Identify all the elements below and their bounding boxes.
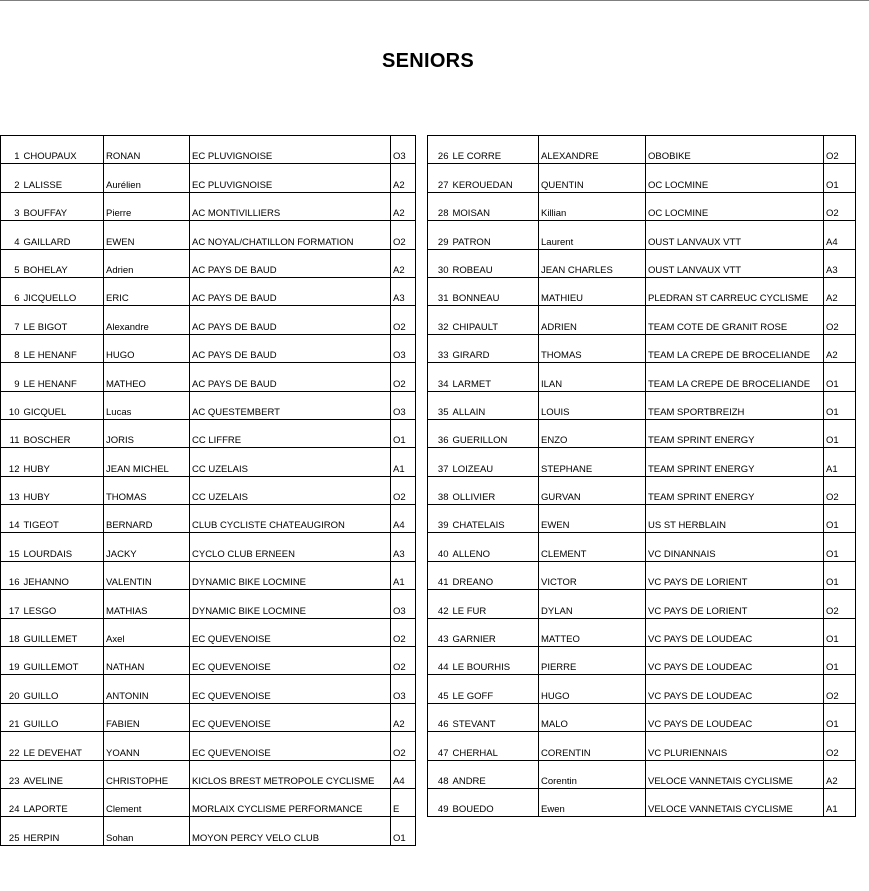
rider-first-name: JEAN CHARLES	[539, 249, 646, 277]
rider-number: 8	[1, 334, 22, 362]
rider-last-name: BONNEAU	[451, 277, 539, 305]
rider-last-name: AVELINE	[22, 760, 104, 788]
rider-category: O2	[824, 590, 856, 618]
page-title: SENIORS	[381, 50, 475, 72]
table-row	[1, 505, 416, 533]
rider-last-name: LALISSE	[22, 164, 104, 192]
rider-category: O1	[824, 391, 856, 419]
rider-category: O2	[824, 306, 856, 334]
rider-last-name: MOISAN	[451, 192, 539, 220]
table-row	[1, 618, 416, 646]
rider-category: A3	[824, 249, 856, 277]
rider-category: O3	[391, 136, 416, 164]
rider-first-name: THOMAS	[539, 334, 646, 362]
rider-category: O2	[391, 221, 416, 249]
rider-first-name: DYLAN	[539, 590, 646, 618]
rider-category: A3	[391, 277, 416, 305]
rider-number: 1	[1, 136, 22, 164]
rider-first-name: ANTONIN	[104, 675, 190, 703]
rider-club: PLEDRAN ST CARREUC CYCLISME	[646, 277, 824, 305]
rider-last-name: DREANO	[451, 561, 539, 589]
rider-last-name: LESGO	[22, 590, 104, 618]
rider-first-name: RONAN	[104, 136, 190, 164]
rider-club: AC PAYS DE BAUD	[190, 334, 391, 362]
rider-category: A2	[391, 192, 416, 220]
rider-club: KICLOS BREST METROPOLE CYCLISME	[190, 760, 391, 788]
rider-number: 38	[428, 476, 451, 504]
rider-club: VC PAYS DE LORIENT	[646, 561, 824, 589]
rider-category: O3	[391, 675, 416, 703]
rider-number: 17	[1, 590, 22, 618]
rider-first-name: EWEN	[104, 221, 190, 249]
table-row	[1, 732, 416, 760]
rider-number: 25	[1, 817, 22, 845]
rider-category: O2	[824, 192, 856, 220]
rider-number: 12	[1, 448, 22, 476]
rider-last-name: CHERHAL	[451, 732, 539, 760]
rider-number: 13	[1, 476, 22, 504]
rider-last-name: ALLENO	[451, 533, 539, 561]
rider-number: 16	[1, 561, 22, 589]
table-row	[428, 675, 856, 703]
rider-number: 47	[428, 732, 451, 760]
rider-club: TEAM COTE DE GRANIT ROSE	[646, 306, 824, 334]
rider-club: EC QUEVENOISE	[190, 675, 391, 703]
rider-category: O2	[391, 476, 416, 504]
rider-first-name: HUGO	[539, 675, 646, 703]
rider-category: E	[391, 788, 416, 816]
rider-category: A2	[824, 334, 856, 362]
rider-last-name: LE HENANF	[22, 334, 104, 362]
rider-number: 15	[1, 533, 22, 561]
rider-club: CLUB CYCLISTE CHATEAUGIRON	[190, 505, 391, 533]
rider-number: 44	[428, 647, 451, 675]
table-row	[428, 391, 856, 419]
rider-last-name: BOUEDO	[451, 788, 539, 816]
rider-category: O1	[824, 561, 856, 589]
rider-first-name: Sohan	[104, 817, 190, 845]
rider-club: OC LOCMINE	[646, 192, 824, 220]
rider-number: 29	[428, 221, 451, 249]
rider-category: O2	[391, 618, 416, 646]
rider-number: 4	[1, 221, 22, 249]
rider-category: A2	[824, 277, 856, 305]
rider-club: EC QUEVENOISE	[190, 647, 391, 675]
rider-last-name: LOIZEAU	[451, 448, 539, 476]
rider-number: 32	[428, 306, 451, 334]
rider-category: O1	[824, 164, 856, 192]
rider-last-name: BOHELAY	[22, 249, 104, 277]
rider-club: TEAM SPRINT ENERGY	[646, 448, 824, 476]
rider-club: TEAM LA CREPE DE BROCELIANDE	[646, 363, 824, 391]
rider-last-name: LE FUR	[451, 590, 539, 618]
rider-first-name: EWEN	[539, 505, 646, 533]
rider-last-name: LE HENANF	[22, 363, 104, 391]
roster-table-right	[427, 135, 856, 817]
rider-number: 48	[428, 760, 451, 788]
table-row	[428, 419, 856, 447]
rider-last-name: LAPORTE	[22, 788, 104, 816]
rider-last-name: ROBEAU	[451, 249, 539, 277]
rider-last-name: BOSCHER	[22, 419, 104, 447]
rider-club: EC PLUVIGNOISE	[190, 136, 391, 164]
table-row	[428, 533, 856, 561]
rider-first-name: VICTOR	[539, 561, 646, 589]
table-row	[1, 647, 416, 675]
rider-category: O2	[391, 363, 416, 391]
rider-category: A4	[391, 760, 416, 788]
rider-category: A3	[391, 533, 416, 561]
rider-number: 37	[428, 448, 451, 476]
rider-club: MORLAIX CYCLISME PERFORMANCE	[190, 788, 391, 816]
rider-last-name: GUILLEMOT	[22, 647, 104, 675]
rider-number: 30	[428, 249, 451, 277]
rider-club: TEAM LA CREPE DE BROCELIANDE	[646, 334, 824, 362]
table-row	[1, 221, 416, 249]
rider-last-name: HUBY	[22, 448, 104, 476]
rider-category: O3	[391, 391, 416, 419]
table-row	[1, 391, 416, 419]
rider-category: A1	[391, 448, 416, 476]
rider-category: O1	[824, 647, 856, 675]
rider-last-name: GIRARD	[451, 334, 539, 362]
rider-last-name: CHATELAIS	[451, 505, 539, 533]
rider-first-name: JORIS	[104, 419, 190, 447]
rider-category: O2	[824, 136, 856, 164]
rider-category: O1	[824, 533, 856, 561]
rider-number: 26	[428, 136, 451, 164]
rider-category: A2	[391, 249, 416, 277]
rider-last-name: HERPIN	[22, 817, 104, 845]
table-row	[428, 448, 856, 476]
rider-category: A2	[824, 760, 856, 788]
table-row	[428, 590, 856, 618]
table-row	[428, 363, 856, 391]
rider-first-name: THOMAS	[104, 476, 190, 504]
rider-first-name: NATHAN	[104, 647, 190, 675]
rider-first-name: JEAN MICHEL	[104, 448, 190, 476]
rider-club: OBOBIKE	[646, 136, 824, 164]
rider-last-name: LARMET	[451, 363, 539, 391]
rider-first-name: MALO	[539, 703, 646, 731]
rider-last-name: GUILLEMET	[22, 618, 104, 646]
rider-club: VC PAYS DE LOUDEAC	[646, 675, 824, 703]
rider-first-name: HUGO	[104, 334, 190, 362]
rider-first-name: BERNARD	[104, 505, 190, 533]
rider-club: AC PAYS DE BAUD	[190, 249, 391, 277]
rider-club: TEAM SPRINT ENERGY	[646, 476, 824, 504]
rider-category: A4	[391, 505, 416, 533]
rider-number: 23	[1, 760, 22, 788]
rider-club: AC MONTIVILLIERS	[190, 192, 391, 220]
table-row	[428, 164, 856, 192]
rider-number: 27	[428, 164, 451, 192]
rider-club: CC LIFFRE	[190, 419, 391, 447]
rider-first-name: YOANN	[104, 732, 190, 760]
rider-category: O1	[391, 419, 416, 447]
rider-last-name: GAILLARD	[22, 221, 104, 249]
rider-first-name: LOUIS	[539, 391, 646, 419]
rider-category: O3	[391, 334, 416, 362]
rider-club: CC UZELAIS	[190, 448, 391, 476]
rider-number: 46	[428, 703, 451, 731]
rider-first-name: Axel	[104, 618, 190, 646]
rider-number: 43	[428, 618, 451, 646]
rider-category: O2	[824, 476, 856, 504]
table-row	[1, 419, 416, 447]
table-row	[428, 647, 856, 675]
rider-first-name: JACKY	[104, 533, 190, 561]
rider-club: CYCLO CLUB ERNEEN	[190, 533, 391, 561]
rider-first-name: Ewen	[539, 788, 646, 816]
rider-club: VC PLURIENNAIS	[646, 732, 824, 760]
table-row	[1, 164, 416, 192]
rider-category: A2	[391, 703, 416, 731]
rider-number: 49	[428, 788, 451, 816]
rider-club: VELOCE VANNETAIS CYCLISME	[646, 788, 824, 816]
rider-club: OC LOCMINE	[646, 164, 824, 192]
rider-first-name: CLEMENT	[539, 533, 646, 561]
rider-club: DYNAMIC BIKE LOCMINE	[190, 590, 391, 618]
rider-last-name: LE DEVEHAT	[22, 732, 104, 760]
rider-club: EC QUEVENOISE	[190, 732, 391, 760]
rider-club: OUST LANVAUX VTT	[646, 249, 824, 277]
rider-club: VC PAYS DE LOUDEAC	[646, 618, 824, 646]
table-row	[1, 192, 416, 220]
rider-first-name: ALEXANDRE	[539, 136, 646, 164]
table-row	[428, 788, 856, 816]
rider-club: CC UZELAIS	[190, 476, 391, 504]
table-row	[1, 561, 416, 589]
table-row	[428, 136, 856, 164]
rider-number: 45	[428, 675, 451, 703]
rider-number: 33	[428, 334, 451, 362]
rider-first-name: ILAN	[539, 363, 646, 391]
rider-number: 24	[1, 788, 22, 816]
table-row	[1, 334, 416, 362]
table-row	[1, 306, 416, 334]
rider-first-name: Corentin	[539, 760, 646, 788]
rider-number: 19	[1, 647, 22, 675]
rider-club: AC PAYS DE BAUD	[190, 277, 391, 305]
rider-category: O1	[824, 363, 856, 391]
rider-first-name: GURVAN	[539, 476, 646, 504]
rider-first-name: MATHEO	[104, 363, 190, 391]
rider-first-name: MATTEO	[539, 618, 646, 646]
rider-category: A1	[824, 788, 856, 816]
rider-number: 11	[1, 419, 22, 447]
rider-first-name: MATHIEU	[539, 277, 646, 305]
rider-number: 39	[428, 505, 451, 533]
table-row	[428, 221, 856, 249]
rider-first-name: Lucas	[104, 391, 190, 419]
rider-first-name: ERIC	[104, 277, 190, 305]
table-row	[1, 136, 416, 164]
rider-last-name: LE GOFF	[451, 675, 539, 703]
table-row	[428, 561, 856, 589]
rider-club: AC NOYAL/CHATILLON FORMATION	[190, 221, 391, 249]
rider-last-name: LOURDAIS	[22, 533, 104, 561]
rider-category: A4	[824, 221, 856, 249]
rider-category: A2	[391, 164, 416, 192]
table-row	[428, 334, 856, 362]
rider-club: VC PAYS DE LOUDEAC	[646, 703, 824, 731]
rider-club: AC PAYS DE BAUD	[190, 363, 391, 391]
rider-club: TEAM SPRINT ENERGY	[646, 419, 824, 447]
rider-category: O3	[391, 590, 416, 618]
rider-number: 14	[1, 505, 22, 533]
roster-table-left	[0, 135, 416, 846]
rider-club: EC QUEVENOISE	[190, 703, 391, 731]
table-row	[428, 306, 856, 334]
rider-number: 18	[1, 618, 22, 646]
table-row	[428, 249, 856, 277]
table-row	[428, 732, 856, 760]
rider-club: MOYON PERCY VELO CLUB	[190, 817, 391, 845]
rider-number: 41	[428, 561, 451, 589]
rider-first-name: Aurélien	[104, 164, 190, 192]
rider-last-name: GUILLO	[22, 703, 104, 731]
rider-last-name: LE BOURHIS	[451, 647, 539, 675]
rider-number: 34	[428, 363, 451, 391]
table-row	[428, 192, 856, 220]
rider-last-name: PATRON	[451, 221, 539, 249]
rider-category: O2	[824, 675, 856, 703]
rider-number: 42	[428, 590, 451, 618]
table-row	[428, 760, 856, 788]
table-row	[1, 817, 416, 845]
rider-last-name: GARNIER	[451, 618, 539, 646]
table-row	[1, 363, 416, 391]
rider-first-name: FABIEN	[104, 703, 190, 731]
rider-number: 3	[1, 192, 22, 220]
rider-club: US ST HERBLAIN	[646, 505, 824, 533]
rider-last-name: CHIPAULT	[451, 306, 539, 334]
table-row	[1, 760, 416, 788]
rider-last-name: TIGEOT	[22, 505, 104, 533]
rider-club: OUST LANVAUX VTT	[646, 221, 824, 249]
rider-category: O1	[391, 817, 416, 845]
rider-number: 7	[1, 306, 22, 334]
rider-club: EC QUEVENOISE	[190, 618, 391, 646]
table-row	[428, 277, 856, 305]
table-row	[428, 476, 856, 504]
rider-last-name: BOUFFAY	[22, 192, 104, 220]
rider-number: 36	[428, 419, 451, 447]
rider-category: O2	[391, 647, 416, 675]
rider-last-name: HUBY	[22, 476, 104, 504]
table-row	[1, 533, 416, 561]
rider-category: A1	[824, 448, 856, 476]
table-row	[1, 590, 416, 618]
rider-last-name: OLLIVIER	[451, 476, 539, 504]
rider-category: O1	[824, 703, 856, 731]
table-row	[1, 249, 416, 277]
rider-first-name: Killian	[539, 192, 646, 220]
rider-last-name: GICQUEL	[22, 391, 104, 419]
rider-category: O2	[391, 306, 416, 334]
rider-first-name: STEPHANE	[539, 448, 646, 476]
rider-category: O2	[824, 732, 856, 760]
rider-number: 6	[1, 277, 22, 305]
rider-club: AC QUESTEMBERT	[190, 391, 391, 419]
table-row	[1, 476, 416, 504]
rider-category: O1	[824, 618, 856, 646]
table-row	[1, 788, 416, 816]
rider-last-name: JICQUELLO	[22, 277, 104, 305]
rider-category: A1	[391, 561, 416, 589]
rider-number: 9	[1, 363, 22, 391]
rider-last-name: ALLAIN	[451, 391, 539, 419]
rider-club: EC PLUVIGNOISE	[190, 164, 391, 192]
rider-category: O2	[391, 732, 416, 760]
rider-last-name: LE CORRE	[451, 136, 539, 164]
rider-first-name: Laurent	[539, 221, 646, 249]
rider-number: 21	[1, 703, 22, 731]
rider-category: O1	[824, 505, 856, 533]
rider-first-name: Adrien	[104, 249, 190, 277]
rider-first-name: ENZO	[539, 419, 646, 447]
rider-first-name: CORENTIN	[539, 732, 646, 760]
rider-last-name: KEROUEDAN	[451, 164, 539, 192]
rider-first-name: MATHIAS	[104, 590, 190, 618]
table-row	[1, 448, 416, 476]
rider-club: AC PAYS DE BAUD	[190, 306, 391, 334]
rider-first-name: Alexandre	[104, 306, 190, 334]
rider-last-name: CHOUPAUX	[22, 136, 104, 164]
top-rule	[0, 0, 869, 1]
rider-number: 40	[428, 533, 451, 561]
rider-first-name: Clement	[104, 788, 190, 816]
rider-club: VC PAYS DE LORIENT	[646, 590, 824, 618]
rider-club: VC PAYS DE LOUDEAC	[646, 647, 824, 675]
table-row	[1, 277, 416, 305]
rider-first-name: VALENTIN	[104, 561, 190, 589]
table-row	[428, 618, 856, 646]
rider-number: 10	[1, 391, 22, 419]
rider-number: 5	[1, 249, 22, 277]
rider-number: 35	[428, 391, 451, 419]
rider-last-name: GUERILLON	[451, 419, 539, 447]
rider-last-name: ANDRE	[451, 760, 539, 788]
rider-club: VELOCE VANNETAIS CYCLISME	[646, 760, 824, 788]
rider-last-name: STEVANT	[451, 703, 539, 731]
table-row	[1, 703, 416, 731]
rider-club: DYNAMIC BIKE LOCMINE	[190, 561, 391, 589]
rider-last-name: GUILLO	[22, 675, 104, 703]
rider-club: TEAM SPORTBREIZH	[646, 391, 824, 419]
rider-last-name: JEHANNO	[22, 561, 104, 589]
table-row	[428, 703, 856, 731]
rider-first-name: CHRISTOPHE	[104, 760, 190, 788]
rider-number: 22	[1, 732, 22, 760]
rider-first-name: Pierre	[104, 192, 190, 220]
rider-number: 28	[428, 192, 451, 220]
rider-first-name: PIERRE	[539, 647, 646, 675]
rider-club: VC DINANNAIS	[646, 533, 824, 561]
rider-number: 2	[1, 164, 22, 192]
rider-first-name: QUENTIN	[539, 164, 646, 192]
rider-last-name: LE BIGOT	[22, 306, 104, 334]
rider-number: 20	[1, 675, 22, 703]
rider-number: 31	[428, 277, 451, 305]
table-row	[1, 675, 416, 703]
rider-first-name: ADRIEN	[539, 306, 646, 334]
rider-category: O1	[824, 419, 856, 447]
table-row	[428, 505, 856, 533]
